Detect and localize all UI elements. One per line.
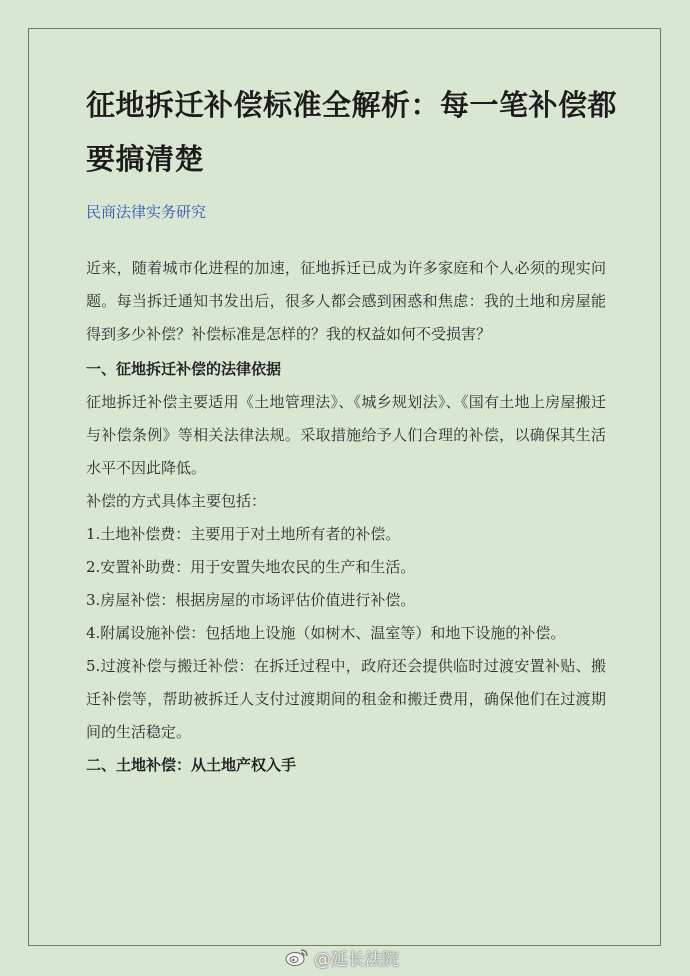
list-item: 5.过渡补偿与搬迁补偿：在拆迁过程中，政府还会提供临时过渡安置补贴、搬迁补偿等，帮助被拆迁人支付过渡期间的租金和搬迁费用，确保他们在过渡期间的生活稳定。 — [86, 657, 606, 741]
intro-paragraph: 近来，随着城市化进程的加速，征地拆迁已成为许多家庭和个人必须的现实问题。每当拆迁通知书发出后，很多人都会感到困惑和焦虑：我的土地和房屋能得到多少补偿？补偿标准是怎样的？我的权益如何不受损害？ — [86, 259, 606, 343]
article-body — [86, 252, 606, 782]
section-heading-legal-basis: 一、征地拆迁补偿的法律依据 — [86, 360, 282, 378]
article-title: 征地拆迁补偿标准全解析：每一笔补偿都要搞清楚 — [86, 88, 618, 176]
watermark-text: @延长法院 — [314, 949, 399, 970]
legal-basis-paragraph: 征地拆迁补偿主要适用《土地管理法》、《城乡规划法》、《国有土地上房屋搬迁与补偿条例》等相关法律法规。采取措施给予人们合理的补偿，以确保其生活水平不因此降低。 — [86, 393, 606, 477]
weibo-watermark — [284, 944, 399, 970]
list-item: 1.土地补偿费：主要用于对土地所有者的补偿。 — [86, 525, 401, 543]
list-intro: 补偿的方式具体主要包括： — [86, 492, 267, 510]
list-item: 2.安置补助费：用于安置失地农民的生产和生活。 — [86, 558, 416, 576]
list-item: 4.附属设施补偿：包括地上设施（如树木、温室等）和地下设施的补偿。 — [86, 624, 566, 642]
list-item: 3.房屋补偿：根据房屋的市场评估价值进行补偿。 — [86, 591, 416, 609]
weibo-icon — [284, 947, 310, 967]
section-heading-land-compensation: 二、土地补偿：从土地产权入手 — [86, 756, 297, 774]
author-link[interactable]: 民商法律实务研究 — [86, 203, 207, 221]
